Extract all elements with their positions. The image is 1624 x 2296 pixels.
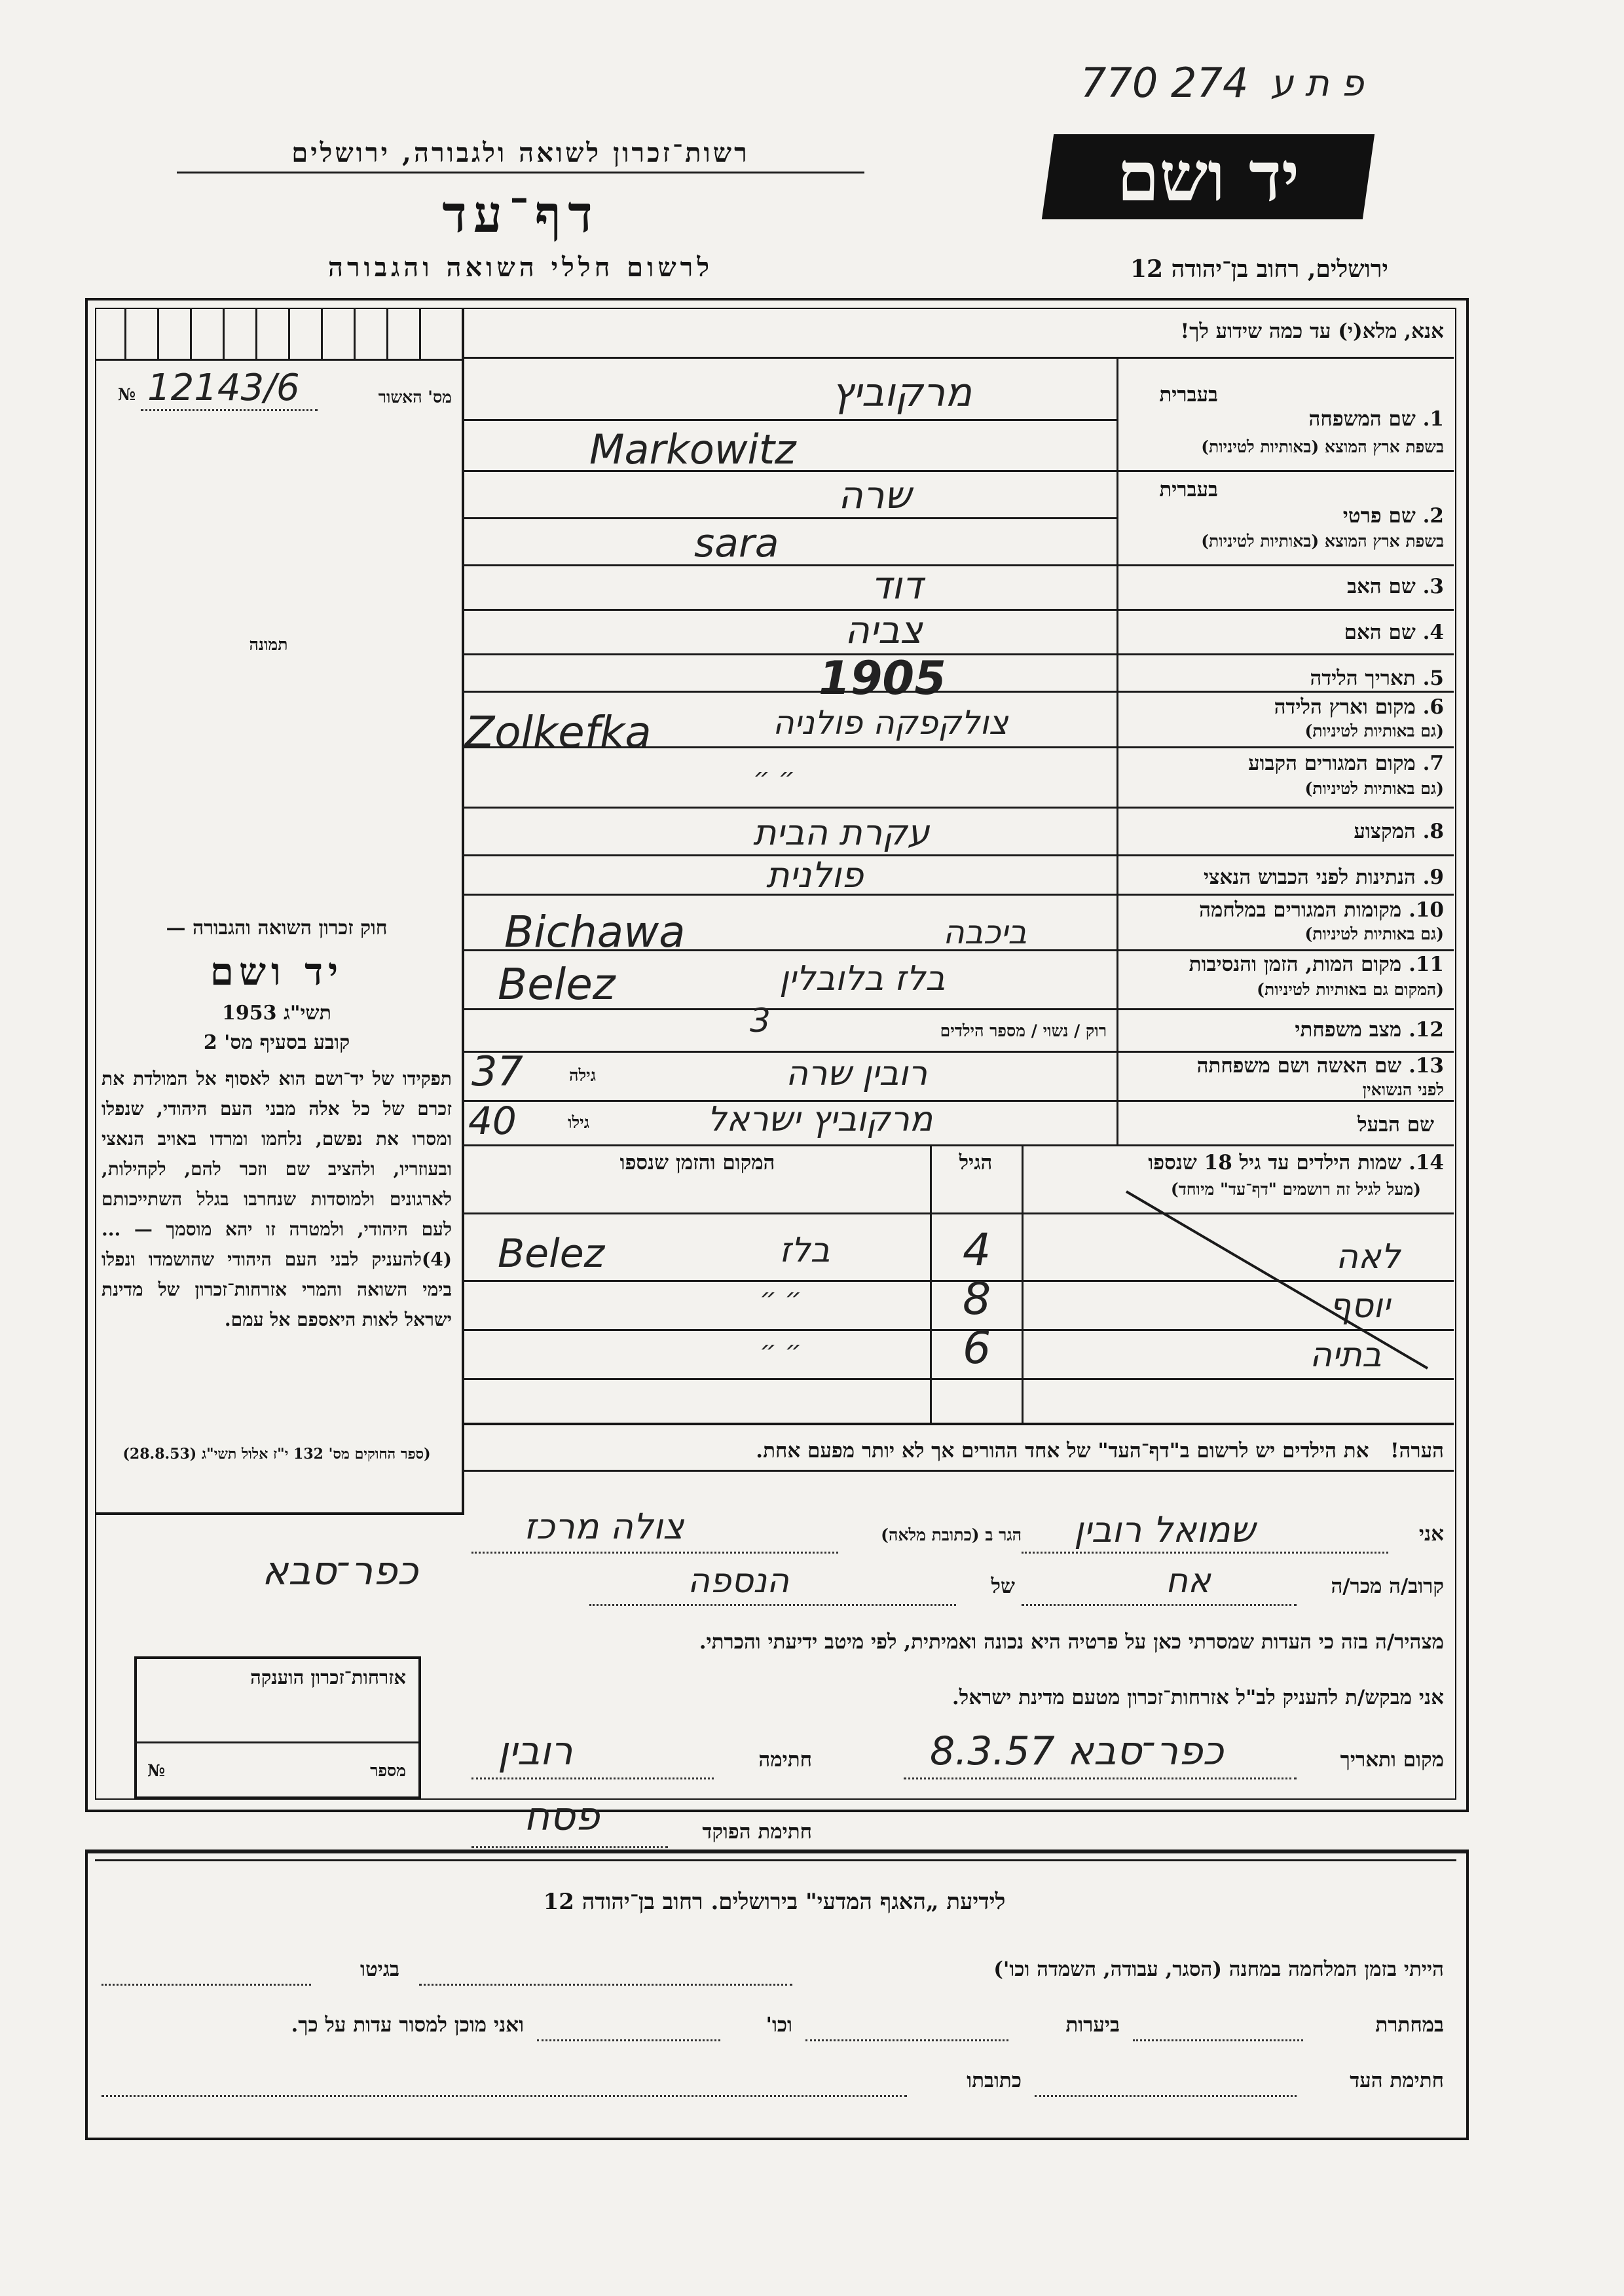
field-1-line-b [462, 470, 1454, 472]
field-9-num: 9. [1422, 866, 1444, 889]
field-10-label [1126, 898, 1444, 922]
field-6-text: מקום וארץ הלידה [1274, 695, 1416, 719]
child-2-age: 8 [963, 1273, 991, 1325]
witness-line2-d: ואני מוכן למסור עדות על כך. [291, 2013, 524, 2037]
field-12-num: 12. [1409, 1018, 1444, 1042]
field-11-value-latin: Belez [498, 959, 616, 1010]
form-intro: אנא, מלא(י) עד כמה שידוע לך! [1180, 319, 1444, 343]
field-12-text: מצב משפחתי [1295, 1018, 1402, 1042]
child-2-name: יוסף [1329, 1286, 1390, 1326]
children-title [1028, 1151, 1444, 1175]
field-6-num: 6. [1422, 695, 1444, 719]
tick-mark [419, 308, 421, 360]
declaration-of-value: הנספה [688, 1561, 789, 1601]
field-2-line-a [462, 517, 1116, 519]
place-date-line [904, 1777, 1297, 1779]
field-8-value: עקרת הבית [753, 812, 930, 853]
declaration-i-label: אני [1418, 1522, 1444, 1546]
field-1-value: מרקוביץ [832, 370, 972, 416]
field-2-value: שרה [838, 473, 912, 517]
officer-label: חתימת הפוקד [702, 1820, 812, 1844]
field-8-text: המקצוע [1354, 820, 1416, 843]
child-1-name: לאה [1336, 1237, 1401, 1277]
field-3-text: שם האב [1347, 575, 1416, 598]
field-6-sub: (גם באותיות לטיניות) [1304, 721, 1444, 740]
cert-label: מס' האשור [378, 388, 452, 407]
note-row [471, 1439, 1444, 1463]
field-1-label [1218, 407, 1444, 431]
witness-line2-field-c [537, 2039, 720, 2041]
field-13-value: רובין שרה [786, 1054, 928, 1093]
tick-mark [124, 308, 126, 360]
field-13-num: 13. [1409, 1054, 1444, 1078]
tick-mark [255, 308, 257, 360]
field-1-line-a [462, 419, 1116, 421]
witness-line2-c: וכו' [766, 2013, 792, 2037]
declaration-i-value: שמואל רובין [1074, 1509, 1255, 1550]
child-3-line [462, 1378, 1454, 1380]
field-2-value-latin: sara [694, 520, 779, 566]
law-title: חוק זכרון השואה והגבורה — [166, 917, 388, 939]
form-title: דף־עד [442, 185, 599, 244]
witness-line1-b: בגיטו [360, 1958, 399, 1981]
field-5-num: 5. [1422, 666, 1444, 690]
child-1-place: בלז [779, 1231, 830, 1270]
field-12-label [1126, 1018, 1444, 1042]
child-1-age: 4 [963, 1224, 991, 1276]
field-1-sub: בשפת ארץ המוצא (באותיות לטיניות) [1201, 437, 1444, 456]
children-age-col-left [930, 1144, 932, 1423]
witness-line3-field-a [1035, 2095, 1297, 2097]
child-1-place-latin: Belez [498, 1231, 605, 1277]
husband-age: 40 [468, 1099, 517, 1143]
strike-line-path [1126, 1192, 1428, 1368]
witness-top-rule-2 [95, 1859, 1456, 1861]
declaration-relative-label: קרוב/ה מכר/ה [1331, 1575, 1444, 1598]
note-label: הערה! [1390, 1439, 1444, 1463]
authority-name: רשות־זכרון לשואה ולגבורה, ירושלים [291, 137, 750, 168]
witness-line1-field [419, 1984, 792, 1986]
field-12-line [462, 1051, 1454, 1053]
yad-vashem-logo [1042, 134, 1375, 219]
officer-value: פסח [524, 1794, 600, 1840]
field-8-num: 8. [1422, 820, 1444, 843]
declaration-of-label: של [991, 1575, 1015, 1598]
field-8-label [1126, 820, 1444, 843]
field-4-value: צביה [845, 608, 923, 652]
officer-line [471, 1846, 668, 1848]
field-13-sub: לפני הנשואין [1362, 1080, 1444, 1099]
form-subtitle: לרשום חללי השואה והגבורה [327, 252, 714, 283]
field-2-label [1218, 504, 1444, 528]
field-13-text: שם האשה ושם משפחתה [1196, 1054, 1402, 1078]
field-4-line [462, 653, 1454, 655]
cert-number-line [141, 409, 318, 411]
field-13-line [462, 1100, 1454, 1102]
field-1-value-latin: Markowitz [589, 426, 796, 473]
field-10-num: 10. [1409, 898, 1444, 922]
archive-code-note: פ ת ע [1270, 62, 1364, 105]
tick-mark [386, 308, 388, 360]
children-title-text: שמות הילדים עד גיל 18 שנספו [1148, 1151, 1402, 1175]
children-sub: (מעל לגיל זה רושמים "דף־עד" מיוחד) [1170, 1180, 1421, 1199]
field-5-line [462, 691, 1454, 693]
field-6-label [1126, 695, 1444, 719]
witness-line1-field2 [101, 1984, 311, 1986]
cert-number: 12143/6 [147, 367, 300, 409]
header-address: ירושלים, רחוב בן־יהודה 12 [1130, 255, 1388, 283]
witness-line2-field-a [1133, 2039, 1303, 2041]
note-text: את הילדים יש לרשום ב"דף־העד" של אחד ההורים אך לא יותר מפעם אחת. [756, 1439, 1369, 1463]
field-11-label [1126, 953, 1444, 976]
field-4-num: 4. [1422, 621, 1444, 644]
field-6-line [462, 746, 1454, 748]
witness-line3-b: כתובתו [967, 2069, 1022, 2092]
law-body: תפקידו של יד־ושם הוא לאסוף אל המולדת את זכרם של כל אלה מבני העם היהודי, שנפלו ומסרו את נפשם, נלחמו ומרדו באויב הנאצי ובעוזריו, ולהציב שם וזכר להם, לקהילות, לארגונים ולמוסדות שנחרבו בגלל השתייכותם לעם היהודי, ולמטרה זו יהא מוסמך — ...(4)להעניק לבני העם היהודי שהושמדו ונפלו בימי השואה והמרי אזרחות־זכרון של מדינת ישראל לאות היאספם אל עמם. [101, 1068, 452, 1330]
label-column-divider [1116, 359, 1118, 1144]
tick-mark [157, 308, 159, 360]
field-3-value: דוד [871, 563, 923, 608]
memorial-divider [134, 1741, 418, 1743]
field-13-age: 37 [471, 1048, 523, 1095]
field-11-text: מקום המות, הזמן והנסיבות [1189, 953, 1402, 976]
archive-number-note: 770 274 [1080, 59, 1249, 107]
field-5-value: 1905 [819, 651, 946, 705]
memorial-title: אזרחות־זכרון הוענקה [250, 1666, 406, 1688]
tick-mark [190, 308, 192, 360]
law-year: תשי"ג 1953 [222, 1002, 331, 1025]
field-10-value: ביכבה [943, 913, 1027, 951]
child-2-place: ״ ״ [760, 1283, 802, 1313]
field-2-line-b [462, 564, 1454, 566]
declaration-statement1: מצהיר/ה בזה כי העדות שמסרתי כאן על פרטיה היא נכונה ואמיתית, לפי מיטב ידיעתי והכרתי. [699, 1630, 1444, 1654]
field-13-label [1126, 1054, 1444, 1078]
field-1-hebrew-tag: בעברית [1159, 383, 1218, 407]
husband-age-label: גילו [568, 1113, 589, 1132]
field-2-num: 2. [1422, 504, 1444, 528]
declaration-lives-value: צולה מרכז [524, 1506, 684, 1547]
declaration-i-line [1022, 1552, 1388, 1554]
field-3-num: 3. [1422, 575, 1444, 598]
declaration-relative-line [1022, 1604, 1297, 1606]
field-10-line [462, 949, 1454, 951]
field-3-line [462, 609, 1454, 611]
memorial-prefix: № [147, 1761, 166, 1780]
field-11-line [462, 1008, 1454, 1010]
declaration-lives-label: הגר ב (כתובת מלאה) [881, 1525, 1022, 1544]
field-11-num: 11. [1409, 953, 1444, 976]
field-9-label [1126, 866, 1444, 889]
witness-line1-a: הייתי בזמן המלחמה במחנה (הסגר, עבודה, השמדה וכו') [993, 1958, 1444, 1981]
law-clause: קובע בסעיף מס' 2 [203, 1031, 350, 1054]
tick-mark [288, 308, 290, 360]
field-10-sub: (גם באותיות לטיניות) [1304, 924, 1444, 943]
signature-value: רובין [498, 1728, 573, 1774]
witness-title: לידיעת „האגף המדעי" בירושלים. רחוב בן־יהודה 12 [543, 1889, 1006, 1915]
place-date-label: מקום ותאריך [1340, 1748, 1444, 1772]
tick-mark [223, 308, 225, 360]
field-10-value-latin: Bichawa [504, 907, 686, 957]
children-col-age: הגיל [959, 1151, 993, 1175]
photo-label: תמונה [249, 635, 288, 654]
field-12-children-count: 3 [750, 1002, 771, 1040]
witness-line2-field-b [805, 2039, 1008, 2041]
law-source: (ספר החוקים מס' 132 י"ז אלול תשי"ג (28.8.53) [122, 1446, 431, 1463]
declaration-of-line [589, 1604, 956, 1606]
field-4-label [1126, 621, 1444, 644]
child-3-name: בתיה [1310, 1336, 1382, 1375]
cert-prefix: № [118, 385, 136, 404]
field-7-label [1126, 752, 1444, 775]
field-5-text: תאריך הלידה [1310, 666, 1416, 690]
field-8-line [462, 854, 1454, 856]
tick-mark [354, 308, 356, 360]
field-10-text: מקומות המגורים במלחמה [1199, 898, 1402, 922]
field-7-line [462, 807, 1454, 809]
field-7-text: מקום המגורים הקבוע [1248, 752, 1416, 775]
children-age-col-right [1022, 1144, 1024, 1423]
logo-text: יד ושם [1116, 136, 1300, 217]
field-7-sub: (גם באותיות לטיניות) [1304, 779, 1444, 798]
declaration-extra-address: כפר־סבא [262, 1548, 418, 1594]
field-11-value: בלז בלובלין [779, 959, 946, 998]
children-strike-line [1113, 1178, 1441, 1375]
declaration-relative-value: אח [1166, 1561, 1211, 1601]
child-3-place: ״ ״ [760, 1336, 802, 1366]
tick-mark [321, 308, 323, 360]
witness-line3-field-b [101, 2095, 907, 2097]
field-5-label [1126, 666, 1444, 690]
signature-label: חתימה [758, 1748, 812, 1772]
place-date-value: כפר־סבא 8.3.57 [930, 1728, 1224, 1774]
photo-top-divider [95, 359, 462, 361]
intro-divider [462, 357, 1454, 359]
signature-line [471, 1777, 714, 1779]
field-11-sub: (המקום גם באותיות לטיניות) [1257, 980, 1444, 999]
field-9-value: פולנית [766, 854, 864, 896]
field-7-num: 7. [1422, 752, 1444, 775]
field-7-value: ״ ״ [753, 763, 796, 793]
field-1-num: 1. [1422, 407, 1444, 431]
declaration-statement2: אני מבקש/ת להעניק לב"ל אזרחות־זכרון מטעם מדינת ישראל. [951, 1686, 1444, 1709]
field-6-value-latin: Zolkefka [465, 707, 652, 757]
field-6-value: צולקפקה פולניה [773, 704, 1008, 742]
child-3-age: 6 [963, 1322, 991, 1374]
field-9-text: הנתינות לפני הכבוש הנאצי [1204, 866, 1416, 889]
field-3-label [1126, 575, 1444, 598]
witness-line2-a: במחתרת [1375, 2013, 1444, 2037]
authority-underline [177, 172, 864, 173]
field-9-line [462, 894, 1454, 896]
field-1-text: שם המשפחה [1308, 407, 1416, 431]
husband-label: שם הבעל [1357, 1113, 1434, 1137]
note-divider [462, 1470, 1454, 1472]
field-2-sub: בשפת ארץ המוצא (באותיות לטיניות) [1201, 532, 1444, 551]
field-12-options: רוק / נשוי / מספר הילדים [940, 1021, 1107, 1040]
children-col-place: המקום והזמן שנספו [619, 1151, 775, 1175]
witness-line3-a: חתימת העד [1350, 2069, 1444, 2092]
field-4-text: שם האם [1344, 621, 1416, 644]
witness-top-rule [85, 1850, 1466, 1853]
declaration-lives-line [471, 1552, 838, 1554]
memorial-number-label: מספר [370, 1761, 406, 1780]
husband-value: מרקוביץ ישראל [707, 1100, 933, 1139]
children-num: 14. [1409, 1151, 1444, 1175]
law-name: יד ושם [210, 949, 344, 994]
witness-line2-b: ביערות [1065, 2013, 1120, 2037]
field-2-text: שם פרטי [1342, 504, 1416, 528]
field-13-age-label: גילה [569, 1066, 596, 1085]
field-2-hebrew-tag: בעברית [1159, 478, 1218, 501]
